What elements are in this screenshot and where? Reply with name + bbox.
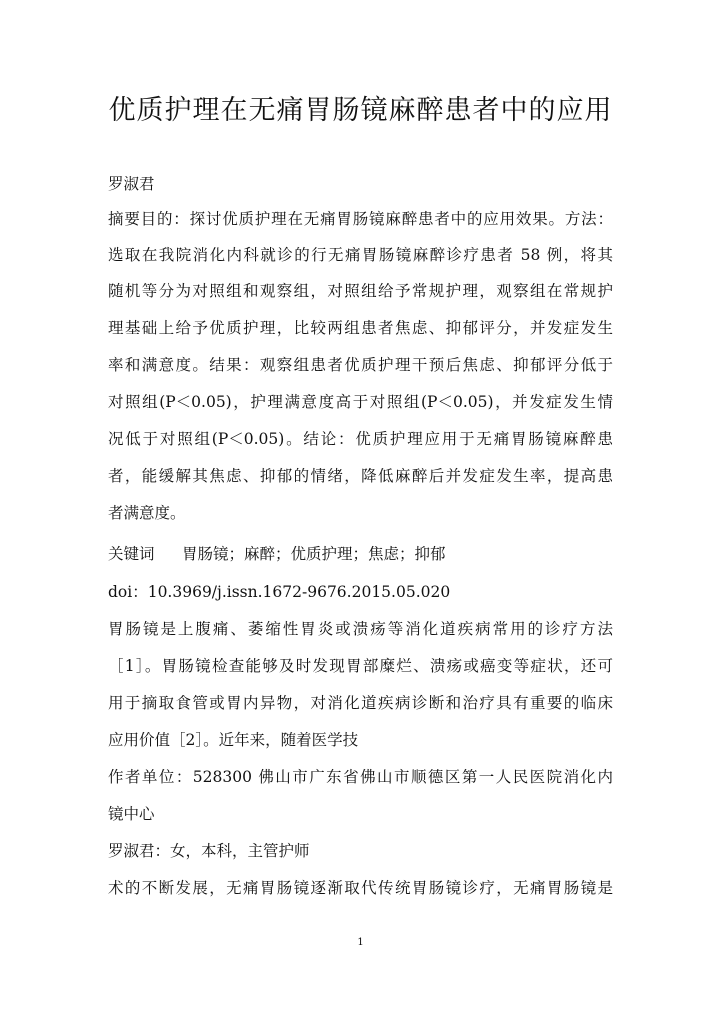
- abstract-line: 率和满意度。结果：观察组患者优质护理干预后焦虑、抑郁评分低于: [108, 356, 613, 374]
- abstract-line: 选取在我院消化内科就诊的行无痛胃肠镜麻醉诊疗患者 58 例，将其: [108, 246, 613, 264]
- abstract-line: 摘要目的：探讨优质护理在无痛胃肠镜麻醉患者中的应用效果。方法：: [108, 210, 613, 228]
- body-line: 应用价值［2］。近年来，随着医学技: [108, 731, 359, 749]
- body-line: ［1］。胃肠镜检查能够及时发现胃部糜烂、溃疡或癌变等症状，还可: [108, 657, 613, 675]
- abstract-line: 对照组(P＜0.05)，护理满意度高于对照组(P＜0.05)，并发症发生情: [108, 393, 613, 411]
- author-name: 罗淑君: [108, 175, 155, 193]
- abstract-line: 随机等分为对照组和观察组，对照组给予常规护理，观察组在常规护: [108, 282, 613, 300]
- body-line: 用于摘取食管或胃内异物，对消化道疾病诊断和治疗具有重要的临床: [108, 694, 613, 712]
- body-line: 胃肠镜是上腹痛、萎缩性胃炎或溃疡等消化道疾病常用的诊疗方法: [108, 620, 613, 638]
- abstract-line: 理基础上给予优质护理，比较两组患者焦虑、抑郁评分，并发症发生: [108, 319, 613, 337]
- abstract-line: 者，能缓解其焦虑、抑郁的情绪，降低麻醉后并发症发生率，提高患: [108, 467, 613, 485]
- affiliation-line: 作者单位：528300 佛山市广东省佛山市顺德区第一人民医院消化内: [108, 768, 613, 786]
- abstract-line: 者满意度。: [108, 504, 186, 522]
- abstract-line: 况低于对照组(P＜0.05)。结论：优质护理应用于无痛胃肠镜麻醉患: [108, 430, 613, 448]
- author-bio: 罗淑君：女，本科，主管护师: [108, 842, 310, 860]
- doi: doi：10.3969/j.issn.1672-9676.2015.05.020: [108, 583, 451, 601]
- page-number: 1: [357, 937, 364, 948]
- keywords-label: 关键词: [108, 545, 155, 563]
- affiliation-line: 镜中心: [108, 805, 155, 823]
- body-continuation: 术的不断发展，无痛胃肠镜逐渐取代传统胃肠镜诊疗，无痛胃肠镜是: [108, 879, 613, 897]
- keywords-row: [108, 544, 613, 564]
- keywords-value: 胃肠镜；麻醉；优质护理；焦虑；抑郁: [182, 545, 446, 563]
- paper-title: 优质护理在无痛胃肠镜麻醉患者中的应用: [108, 95, 613, 126]
